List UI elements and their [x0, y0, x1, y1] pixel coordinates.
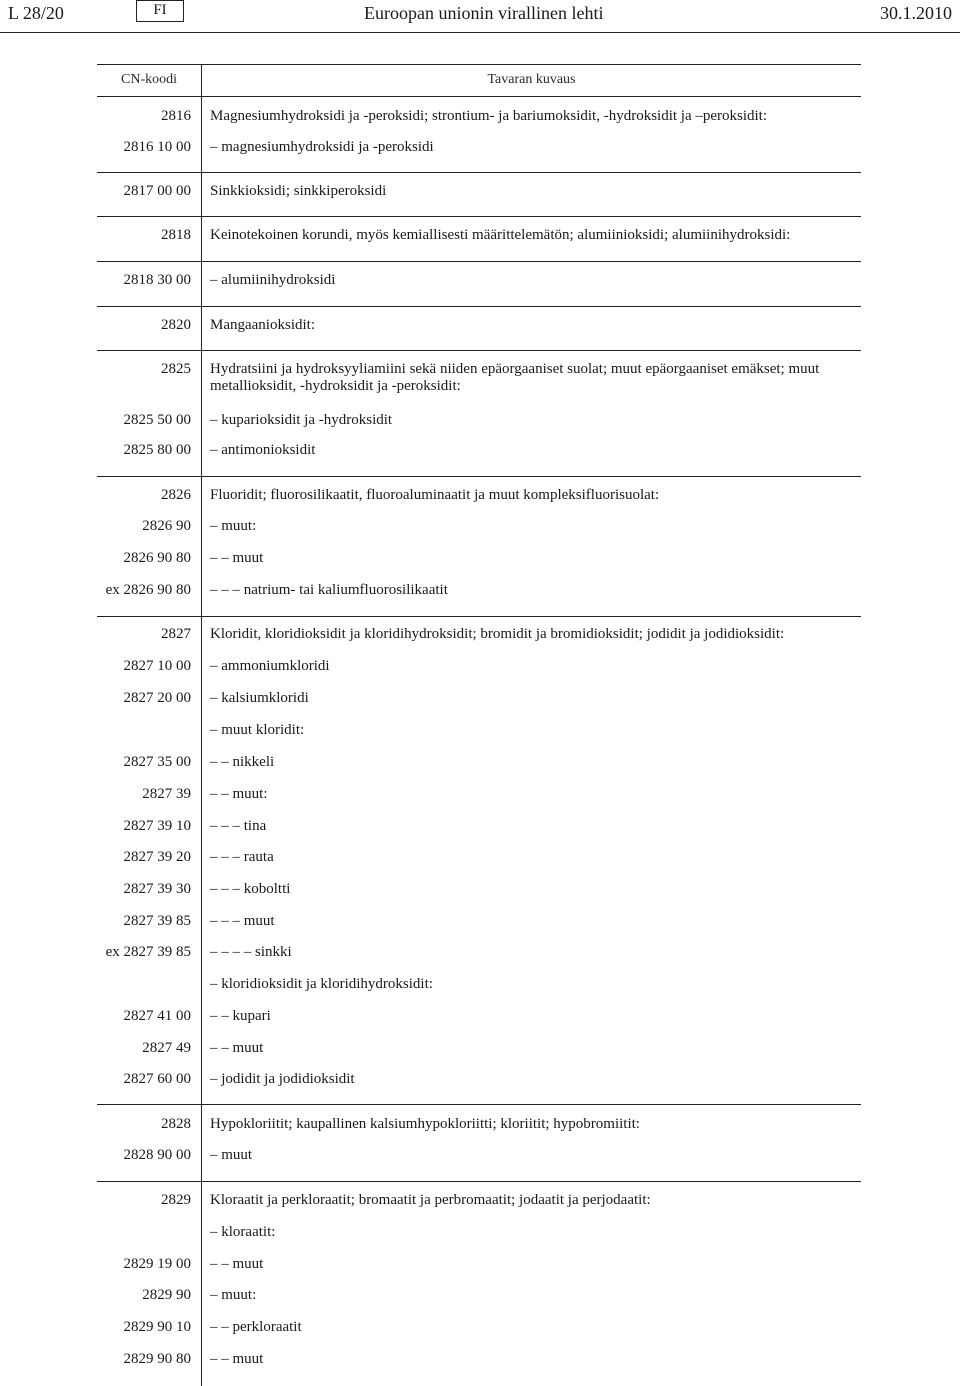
language-badge: FI [136, 0, 184, 22]
header-rule-bottom [97, 96, 861, 97]
journal-title: Euroopan unionin virallinen lehti [364, 3, 604, 23]
column-divider [201, 64, 202, 1386]
cn-code-cell: 2827 41 00 [123, 1008, 191, 1024]
description-cell: – – kupari [210, 1008, 271, 1024]
description-cell: – – muut [210, 550, 264, 566]
group-rule [97, 476, 861, 477]
cn-code-cell: 2828 90 00 [123, 1147, 191, 1163]
cn-code-cell: 2829 90 [142, 1287, 191, 1303]
cn-code-cell: 2827 39 [142, 786, 191, 802]
cn-code-cell: 2829 90 10 [123, 1319, 191, 1335]
cn-code-cell: 2827 39 85 [123, 913, 191, 929]
description-cell: – magnesiumhydroksidi ja -peroksidi [210, 139, 434, 155]
cn-code-cell: 2827 49 [142, 1040, 191, 1056]
description-cell: – – perkloraatit [210, 1319, 302, 1335]
description-cell: Sinkkioksidi; sinkkiperoksidi [210, 183, 387, 199]
cn-code-cell: 2827 20 00 [123, 690, 191, 706]
description-cell: – – – – sinkki [210, 944, 292, 960]
tariff-table [97, 64, 861, 1386]
table-top-rule [97, 64, 861, 65]
description-cell: – – muut [210, 1256, 264, 1272]
column-header-code: CN-koodi [121, 72, 177, 87]
group-rule [97, 216, 861, 217]
cn-code-cell: 2827 60 00 [123, 1071, 191, 1087]
group-rule [97, 172, 861, 173]
description-cell: – – – muut [210, 913, 275, 929]
description-cell: – muut: [210, 1287, 257, 1303]
description-cell: Hydratsiini ja hydroksyyliamiini sekä niiden epäorgaaniset suolat; muut epäorgaaniset emäkset; muut metallioksidit, -hydroksidit ja -peroksidit: [210, 361, 820, 394]
description-cell: Magnesiumhydroksidi ja -peroksidi; strontium- ja bariumoksidit, -hydroksidit ja –peroksidit: [210, 108, 768, 124]
publication-date: 30.1.2010 [880, 3, 952, 23]
description-cell: – – muut: [210, 786, 268, 802]
cn-code-cell: 2827 10 00 [123, 658, 191, 674]
group-rule [97, 261, 861, 262]
description-cell: – antimonioksidit [210, 442, 316, 458]
cn-code-cell: 2818 [161, 227, 191, 243]
cn-code-cell: 2826 90 [142, 518, 191, 534]
description-cell: – – – tina [210, 818, 267, 834]
description-cell: – muut: [210, 518, 257, 534]
description-cell: – kloridioksidit ja kloridihydroksidit: [210, 976, 433, 992]
description-cell: Mangaanioksidit: [210, 317, 315, 333]
group-rule [97, 306, 861, 307]
description-cell: – – nikkeli [210, 754, 275, 770]
group-rule [97, 350, 861, 351]
description-cell: – – muut [210, 1351, 264, 1367]
header-rule [0, 32, 960, 33]
cn-code-cell: ex 2826 90 80 [105, 582, 191, 598]
cn-code-cell: 2820 [161, 317, 191, 333]
column-header-description: Tavaran kuvaus [487, 72, 576, 87]
cn-code-cell: 2826 [161, 487, 191, 503]
description-cell: Keinotekoinen korundi, myös kemiallisesti määrittelemätön; alumiinioksidi; alumiinihydroksidi: [210, 227, 791, 243]
description-cell: – muut kloridit: [210, 722, 305, 738]
description-cell: – muut [210, 1147, 253, 1163]
description-cell: Kloridit, kloridioksidit ja kloridihydroksidit; bromidit ja bromidioksidit; jodidit ja jodidioksidit: [210, 626, 785, 642]
cn-code-cell: 2829 [161, 1192, 191, 1208]
description-cell: – jodidit ja jodidioksidit [210, 1071, 355, 1087]
cn-code-cell: 2829 19 00 [123, 1256, 191, 1272]
cn-code-cell: 2826 90 80 [123, 550, 191, 566]
description-cell: – – – natrium- tai kaliumfluorosilikaatit [210, 582, 448, 598]
description-cell: – kalsiumkloridi [210, 690, 309, 706]
cn-code-cell: 2827 39 10 [123, 818, 191, 834]
group-rule [97, 616, 861, 617]
description-cell: – alumiinihydroksidi [210, 272, 336, 288]
group-rule [97, 1181, 861, 1182]
cn-code-cell: 2825 50 00 [123, 412, 191, 428]
cn-code-cell: 2827 [161, 626, 191, 642]
page-header [0, 0, 960, 34]
cn-code-cell: 2825 80 00 [123, 442, 191, 458]
description-cell: – kloraatit: [210, 1224, 276, 1240]
cn-code-cell: 2818 30 00 [123, 272, 191, 288]
cn-code-cell: 2827 35 00 [123, 754, 191, 770]
description-cell: Fluoridit; fluorosilikaatit, fluoroaluminaatit ja muut kompleksifluorisuolat: [210, 487, 660, 503]
description-cell: – – – koboltti [210, 881, 291, 897]
description-cell: Hypokloriitit; kaupallinen kalsiumhypokloriitti; kloriitit; hypobromiitit: [210, 1116, 640, 1132]
cn-code-cell: 2825 [161, 361, 191, 377]
cn-code-cell: 2829 90 80 [123, 1351, 191, 1367]
cn-code-cell: 2827 39 30 [123, 881, 191, 897]
description-cell: – – – rauta [210, 849, 274, 865]
description-cell: – kuparioksidit ja -hydroksidit [210, 412, 393, 428]
description-cell: Kloraatit ja perkloraatit; bromaatit ja perbromaatit; jodaatit ja perjodaatit: [210, 1192, 651, 1208]
group-rule [97, 1104, 861, 1105]
cn-code-cell: 2816 [161, 108, 191, 124]
cn-code-cell: ex 2827 39 85 [105, 944, 191, 960]
cn-code-cell: 2817 00 00 [123, 183, 191, 199]
cn-code-cell: 2828 [161, 1116, 191, 1132]
cn-code-cell: 2816 10 00 [123, 139, 191, 155]
cn-code-cell: 2827 39 20 [123, 849, 191, 865]
description-cell: – ammoniumkloridi [210, 658, 330, 674]
page-number: L 28/20 [8, 3, 64, 23]
description-cell: – – muut [210, 1040, 264, 1056]
